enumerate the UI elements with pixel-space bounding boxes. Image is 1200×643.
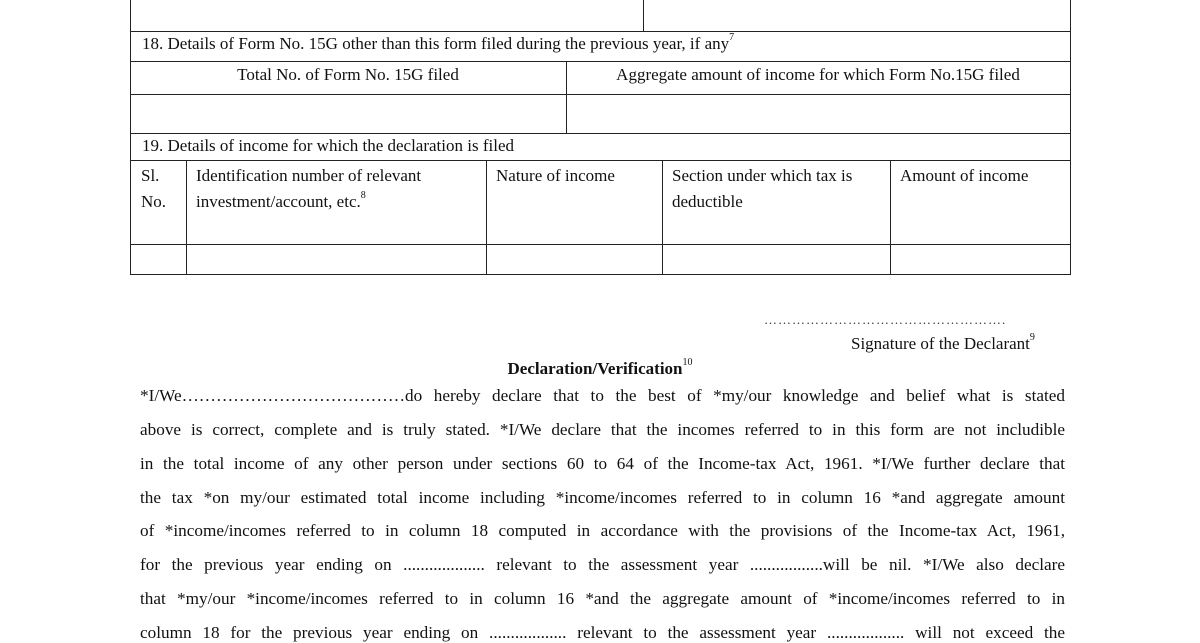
table-bottom-border	[130, 274, 1071, 275]
table-row	[130, 245, 1071, 274]
declaration-line: in the total income of any other person under sections 60 to 64 of the Income-tax Act, 1961. *I/We further declare that	[140, 454, 1065, 473]
row-line	[130, 160, 1071, 161]
declaration-line: that *my/our *income/incomes referred to in column 16 *and the aggregate amount of *income/incomes referred to in	[140, 589, 1065, 608]
total-forms-field[interactable]	[132, 96, 564, 132]
aggregate-amount-field[interactable]	[568, 96, 1068, 132]
footnote-ref: 7	[729, 32, 735, 44]
prev-row-divider	[643, 0, 644, 31]
section-18-col1-header: Total No. of Form No. 15G filed	[237, 65, 459, 84]
signature-line: …………………………………………….	[764, 312, 1007, 327]
declaration-line: above is correct, complete and is truly stated. *I/We declare that the incomes referred to in this form are not includible	[140, 420, 1065, 439]
declaration-title: Declaration/Verification$^{10}$	[507, 357, 693, 378]
row-line	[130, 61, 1071, 62]
header-amount-of-income: Amount of income	[900, 166, 1029, 185]
footnote-ref: 8	[360, 190, 366, 202]
section-19-title: 19. Details of income for which the declaration is filed	[142, 136, 514, 155]
amount-cell[interactable]	[892, 245, 1070, 274]
sl-no-cell[interactable]	[132, 245, 186, 274]
declaration-line: *I/We…………………………………do hereby declare that to the best of *my/our knowledge and belief what is stated	[140, 386, 1065, 405]
signature-label: Signature of the Declarant$^9$	[851, 332, 1035, 353]
declaration-line: the tax *on my/our estimated total income including *income/incomes referred to in column 16 *and aggregate amount	[140, 488, 1065, 507]
header-section-deductible: Section under which tax is deductible	[672, 166, 853, 211]
declaration-line: column 18 for the previous year ending on .................. relevant to the assessment year .................. will not exceed the	[140, 623, 1065, 642]
row-line	[130, 31, 1071, 32]
declaration-line: of *income/incomes referred to in column 18 computed in accordance with the provisions of the Income-tax Act, 1961,	[140, 521, 1065, 540]
footnote-ref: 9	[1029, 332, 1035, 344]
table-right-border	[1070, 0, 1071, 275]
row-line	[130, 94, 1071, 95]
section-18-col2-header: Aggregate amount of income for which Form No.15G filed	[616, 65, 1020, 84]
footnote-ref: 10	[682, 357, 693, 369]
identification-cell[interactable]	[188, 245, 486, 274]
declaration-line: for the previous year ending on ................... relevant to the assessment year .................will be nil. *I/We also declare	[140, 555, 1065, 574]
nature-cell[interactable]	[488, 245, 662, 274]
row-line	[130, 133, 1071, 134]
table-left-border	[130, 0, 131, 275]
section-cell[interactable]	[664, 245, 890, 274]
header-identification-number: Identification number of relevant investment/account, etc.$^8$	[196, 166, 422, 211]
header-sl-no: Sl. No.	[141, 166, 167, 211]
header-nature-of-income: Nature of income	[496, 166, 615, 185]
section-18-title: 18. Details of Form No. 15G other than this form filed during the previous year, if any$^7$	[142, 32, 735, 53]
